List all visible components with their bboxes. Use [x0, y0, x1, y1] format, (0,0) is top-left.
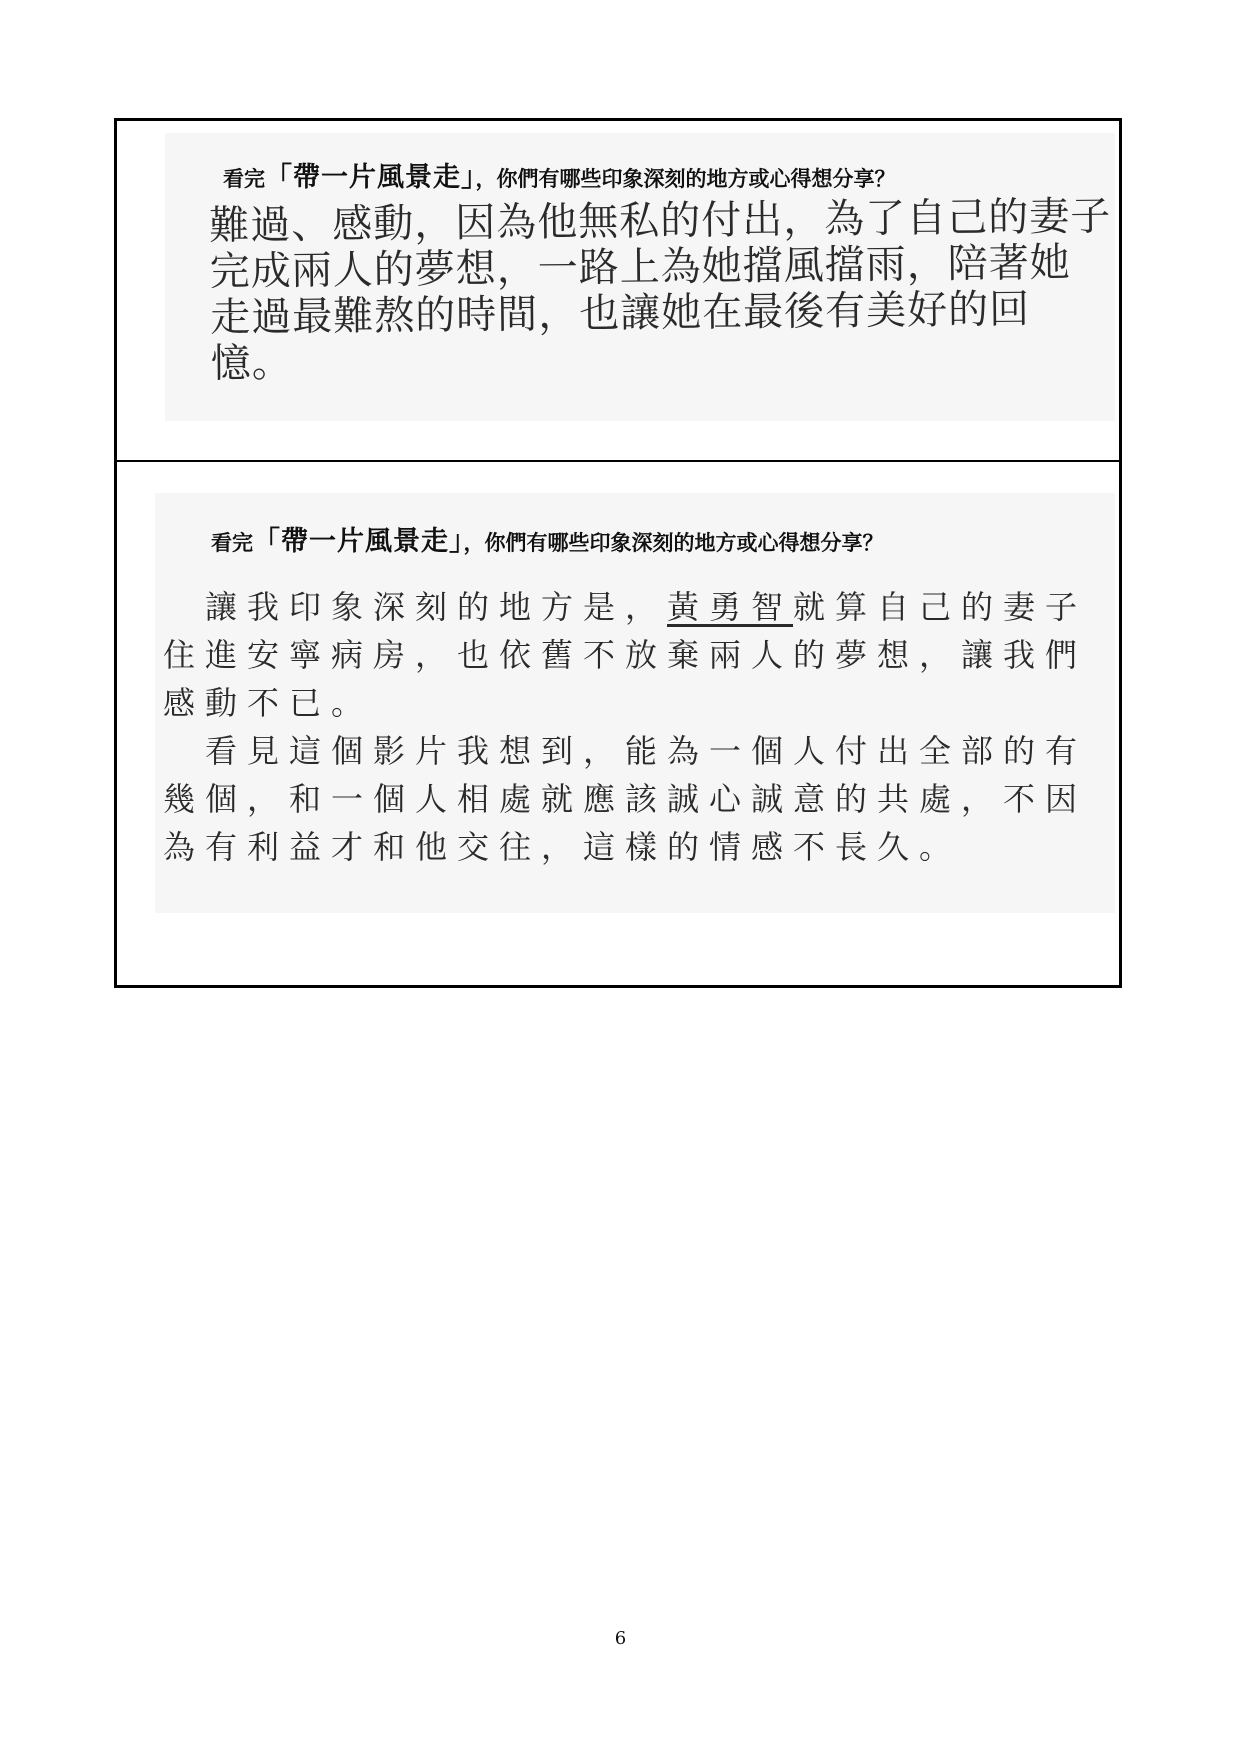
film-title: 「帶一片風景走」 [253, 526, 464, 557]
answer-line: 完成兩人的夢想，一路上為她擋風擋雨，陪著她 [209, 239, 1071, 295]
handwritten-answer-1 [209, 194, 1113, 387]
question-prompt-1 [223, 155, 896, 194]
question-prompt-2 [211, 519, 884, 558]
section-divider [117, 460, 1119, 462]
handwritten-answer-2 [163, 583, 1087, 871]
answer-line: 感動不已。 [163, 684, 374, 722]
answer-line: 看見這個影片我想到，能為一個人付出全部的有 [163, 732, 1088, 770]
answer-line: 難過、感動，因為他無私的付出，為了自己的妻子 [209, 193, 1112, 249]
answer-line: 憶。 [210, 340, 293, 387]
answer-fragment: 就算自己的妻子 [793, 588, 1088, 626]
answer-line: 幾個，和一個人相處就應該誠心誠意的共處，不因 [163, 780, 1088, 818]
answer-card-2 [155, 493, 1115, 913]
answer-line: 走過最難熬的時間，也讓她在最後有美好的回 [209, 286, 1031, 341]
underlined-name: 黃勇智 [667, 588, 794, 626]
prompt-prefix: 看完 [223, 167, 265, 191]
page-number: 6 [614, 1628, 627, 1649]
answer-fragment: 讓我印象深刻的地方是， [163, 588, 668, 626]
answer-line [163, 583, 1087, 631]
answer-line: 住進安寧病房，也依舊不放棄兩人的夢想，讓我們 [163, 636, 1088, 674]
worksheet-frame [114, 118, 1122, 988]
film-title: 「帶一片風景走」 [265, 162, 476, 193]
answer-card-1 [165, 133, 1115, 421]
prompt-prefix: 看完 [211, 531, 253, 555]
prompt-suffix: ，你們有哪些印象深刻的地方或心得想分享？ [463, 531, 884, 555]
prompt-suffix: ，你們有哪些印象深刻的地方或心得想分享？ [475, 167, 896, 191]
answer-line: 為有利益才和他交往，這樣的情感不長久。 [163, 828, 962, 866]
